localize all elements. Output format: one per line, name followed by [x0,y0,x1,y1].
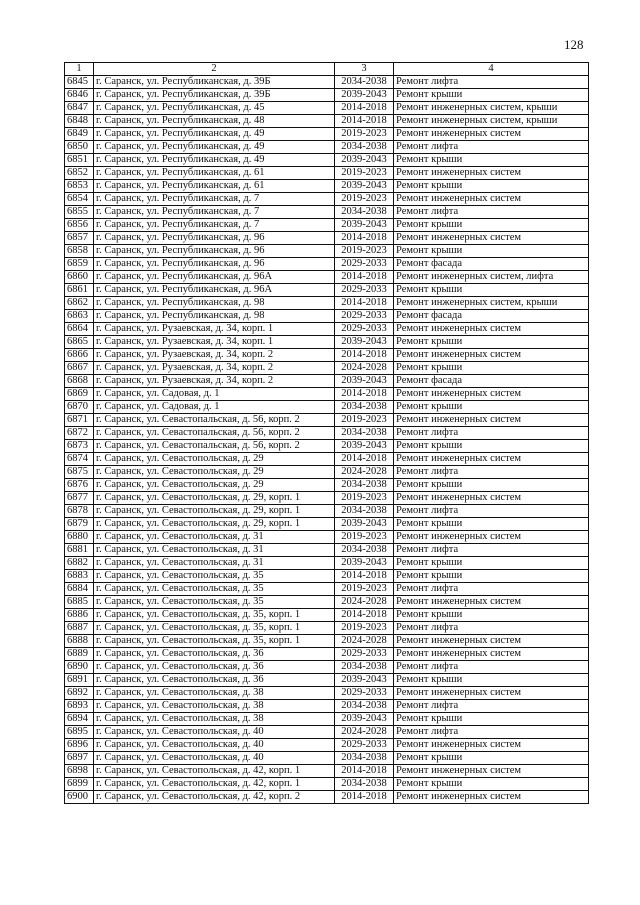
row-number: 6890 [65,661,94,674]
row-address: г. Саранск, ул. Республиканская, д. 96 [94,258,335,271]
row-number: 6880 [65,531,94,544]
row-number: 6870 [65,401,94,414]
row-number: 6876 [65,479,94,492]
row-address: г. Саранск, ул. Севастопольская, д. 36 [94,674,335,687]
row-work-type: Ремонт лифта [394,141,589,154]
row-address: г. Саранск, ул. Севастопольская, д. 40 [94,726,335,739]
row-years: 2034-2038 [335,479,394,492]
row-work-type: Ремонт крыши [394,89,589,102]
row-work-type: Ремонт лифта [394,700,589,713]
table-row [65,180,589,193]
row-number: 6875 [65,466,94,479]
table-row [65,323,589,336]
row-work-type: Ремонт крыши [394,713,589,726]
schedule-table [64,62,589,804]
row-address: г. Саранск, ул. Рузаевская, д. 34, корп. 2 [94,349,335,362]
table-row [65,726,589,739]
row-years: 2014-2018 [335,102,394,115]
row-work-type: Ремонт инженерных систем [394,453,589,466]
table-row [65,167,589,180]
table-row [65,453,589,466]
row-address: г. Саранск, ул. Республиканская, д. 45 [94,102,335,115]
row-address: г. Саранск, ул. Республиканская, д. 98 [94,297,335,310]
row-years: 2029-2033 [335,739,394,752]
row-number: 6846 [65,89,94,102]
table-row [65,440,589,453]
row-work-type: Ремонт инженерных систем, крыши [394,297,589,310]
table-row [65,128,589,141]
header-row [65,63,589,76]
row-years: 2039-2043 [335,154,394,167]
row-number: 6854 [65,193,94,206]
table-row [65,362,589,375]
row-address: г. Саранск, ул. Севастопальская, д. 56, корп. 2 [94,427,335,440]
row-address: г. Саранск, ул. Севастопольская, д. 35, корп. 1 [94,609,335,622]
row-number: 6860 [65,271,94,284]
table-row [65,648,589,661]
row-address: г. Саранск, ул. Севастопольская, д. 36 [94,661,335,674]
row-years: 2039-2043 [335,557,394,570]
table-row [65,401,589,414]
row-address: г. Саранск, ул. Севастопольская, д. 38 [94,687,335,700]
row-address: г. Саранск, ул. Севастопольская, д. 40 [94,739,335,752]
row-number: 6853 [65,180,94,193]
row-years: 2024-2028 [335,726,394,739]
row-years: 2034-2038 [335,505,394,518]
row-number: 6879 [65,518,94,531]
row-work-type: Ремонт инженерных систем [394,531,589,544]
row-address: г. Саранск, ул. Севастопольская, д. 35 [94,570,335,583]
row-work-type: Ремонт крыши [394,778,589,791]
row-address: г. Саранск, ул. Садовая, д. 1 [94,388,335,401]
table-row [65,518,589,531]
row-work-type: Ремонт лифта [394,427,589,440]
row-address: г. Саранск, ул. Севастопольская, д. 40 [94,752,335,765]
table-row [65,89,589,102]
row-work-type: Ремонт инженерных систем [394,232,589,245]
row-address: г. Саранск, ул. Севастопольская, д. 35, корп. 1 [94,622,335,635]
row-number: 6894 [65,713,94,726]
row-number: 6849 [65,128,94,141]
row-work-type: Ремонт инженерных систем [394,193,589,206]
row-work-type: Ремонт инженерных систем [394,492,589,505]
row-address: г. Саранск, ул. Республиканская, д. 7 [94,206,335,219]
row-work-type: Ремонт крыши [394,752,589,765]
row-number: 6884 [65,583,94,596]
row-work-type: Ремонт инженерных систем, крыши [394,102,589,115]
table-row [65,310,589,323]
row-address: г. Саранск, ул. Республиканская, д. 7 [94,219,335,232]
row-years: 2039-2043 [335,674,394,687]
row-number: 6886 [65,609,94,622]
row-years: 2019-2023 [335,167,394,180]
row-address: г. Саранск, ул. Севастопольская, д. 31 [94,544,335,557]
row-number: 6867 [65,362,94,375]
row-years: 2019-2023 [335,128,394,141]
row-work-type: Ремонт лифта [394,466,589,479]
row-years: 2014-2018 [335,765,394,778]
row-work-type: Ремонт крыши [394,674,589,687]
row-number: 6865 [65,336,94,349]
table-row [65,700,589,713]
table-row [65,778,589,791]
table-row [65,635,589,648]
table-row [65,531,589,544]
row-address: г. Саранск, ул. Республиканская, д. 96 [94,245,335,258]
table-row [65,141,589,154]
row-number: 6891 [65,674,94,687]
row-number: 6868 [65,375,94,388]
row-years: 2014-2018 [335,297,394,310]
table-row [65,544,589,557]
row-address: г. Саранск, ул. Республиканская, д. 49 [94,141,335,154]
row-work-type: Ремонт инженерных систем, крыши [394,115,589,128]
row-number: 6859 [65,258,94,271]
row-address: г. Саранск, ул. Севастопольская, д. 42, корп. 1 [94,778,335,791]
row-address: г. Саранск, ул. Рузаевская, д. 34, корп. 1 [94,336,335,349]
row-work-type: Ремонт инженерных систем [394,167,589,180]
table-row [65,791,589,804]
row-number: 6877 [65,492,94,505]
row-years: 2014-2018 [335,453,394,466]
row-years: 2039-2043 [335,180,394,193]
table-body [65,76,589,804]
row-work-type: Ремонт крыши [394,570,589,583]
row-number: 6885 [65,596,94,609]
row-years: 2019-2023 [335,622,394,635]
row-years: 2034-2038 [335,76,394,89]
row-work-type: Ремонт крыши [394,518,589,531]
table-row [65,492,589,505]
row-address: г. Саранск, ул. Севастопольская, д. 29 [94,453,335,466]
row-years: 2029-2033 [335,687,394,700]
row-years: 2029-2033 [335,323,394,336]
table-row [65,765,589,778]
table-row [65,388,589,401]
row-address: г. Саранск, ул. Республиканская, д. 96 [94,232,335,245]
row-number: 6887 [65,622,94,635]
table-row [65,271,589,284]
row-years: 2019-2023 [335,583,394,596]
row-number: 6897 [65,752,94,765]
row-work-type: Ремонт лифта [394,76,589,89]
row-work-type: Ремонт крыши [394,401,589,414]
row-address: г. Саранск, ул. Республиканская, д. 96А [94,271,335,284]
table-row [65,570,589,583]
row-work-type: Ремонт инженерных систем [394,791,589,804]
table-row [65,739,589,752]
row-years: 2029-2033 [335,310,394,323]
row-number: 6893 [65,700,94,713]
row-years: 2014-2018 [335,115,394,128]
row-address: г. Саранск, ул. Севастопольская, д. 35 [94,583,335,596]
row-work-type: Ремонт инженерных систем [394,388,589,401]
row-number: 6888 [65,635,94,648]
table-row [65,505,589,518]
table-row [65,154,589,167]
row-number: 6845 [65,76,94,89]
row-number: 6862 [65,297,94,310]
row-number: 6855 [65,206,94,219]
table-row [65,713,589,726]
row-years: 2039-2043 [335,336,394,349]
row-address: г. Саранск, ул. Севастопольская, д. 31 [94,557,335,570]
row-work-type: Ремонт крыши [394,219,589,232]
row-address: г. Саранск, ул. Севастопальская, д. 56, корп. 2 [94,414,335,427]
table-row [65,349,589,362]
row-work-type: Ремонт лифта [394,505,589,518]
row-work-type: Ремонт крыши [394,362,589,375]
row-address: г. Саранск, ул. Севастопольская, д. 42, корп. 1 [94,765,335,778]
table-row [65,76,589,89]
table-row [65,583,589,596]
row-address: г. Саранск, ул. Севастопольская, д. 29, корп. 1 [94,492,335,505]
row-address: г. Саранск, ул. Республиканская, д. 7 [94,193,335,206]
row-work-type: Ремонт инженерных систем, лифта [394,271,589,284]
column-header-4: 4 [394,63,589,76]
row-number: 6851 [65,154,94,167]
table-row [65,245,589,258]
row-work-type: Ремонт крыши [394,440,589,453]
row-number: 6847 [65,102,94,115]
row-number: 6861 [65,284,94,297]
row-years: 2014-2018 [335,232,394,245]
row-years: 2039-2043 [335,440,394,453]
row-work-type: Ремонт инженерных систем [394,349,589,362]
table-row [65,258,589,271]
row-address: г. Саранск, ул. Севастопольская, д. 35, корп. 1 [94,635,335,648]
row-address: г. Саранск, ул. Севастопольская, д. 35 [94,596,335,609]
row-years: 2034-2038 [335,427,394,440]
row-years: 2014-2018 [335,609,394,622]
table-row [65,674,589,687]
row-number: 6866 [65,349,94,362]
row-years: 2014-2018 [335,791,394,804]
row-number: 6898 [65,765,94,778]
row-work-type: Ремонт фасада [394,375,589,388]
row-years: 2039-2043 [335,375,394,388]
table-row [65,297,589,310]
row-years: 2014-2018 [335,570,394,583]
row-years: 2034-2038 [335,401,394,414]
row-years: 2034-2038 [335,700,394,713]
row-work-type: Ремонт крыши [394,154,589,167]
row-address: г. Саранск, ул. Республиканская, д. 96А [94,284,335,297]
row-number: 6874 [65,453,94,466]
row-years: 2024-2028 [335,362,394,375]
row-address: г. Саранск, ул. Севастопальская, д. 56, корп. 2 [94,440,335,453]
row-address: г. Саранск, ул. Севастопольская, д. 38 [94,700,335,713]
row-years: 2019-2023 [335,414,394,427]
row-work-type: Ремонт инженерных систем [394,648,589,661]
row-years: 2039-2043 [335,713,394,726]
row-work-type: Ремонт лифта [394,661,589,674]
row-number: 6872 [65,427,94,440]
row-years: 2024-2028 [335,596,394,609]
row-work-type: Ремонт инженерных систем [394,414,589,427]
row-number: 6900 [65,791,94,804]
row-years: 2029-2033 [335,648,394,661]
row-work-type: Ремонт инженерных систем [394,765,589,778]
row-address: г. Саранск, ул. Севастопольская, д. 31 [94,531,335,544]
row-address: г. Саранск, ул. Республиканская, д. 61 [94,167,335,180]
row-work-type: Ремонт инженерных систем [394,687,589,700]
column-header-3: 3 [335,63,394,76]
row-work-type: Ремонт лифта [394,622,589,635]
table-row [65,414,589,427]
column-header-2: 2 [94,63,335,76]
row-address: г. Саранск, ул. Республиканская, д. 49 [94,154,335,167]
table-row [65,232,589,245]
row-address: г. Саранск, ул. Республиканская, д. 61 [94,180,335,193]
row-years: 2024-2028 [335,466,394,479]
row-address: г. Саранск, ул. Севастопольская, д. 36 [94,648,335,661]
row-work-type: Ремонт фасада [394,310,589,323]
row-work-type: Ремонт лифта [394,726,589,739]
row-work-type: Ремонт крыши [394,180,589,193]
row-work-type: Ремонт крыши [394,609,589,622]
row-number: 6856 [65,219,94,232]
table-row [65,219,589,232]
row-address: г. Саранск, ул. Рузаевская, д. 34, корп. 1 [94,323,335,336]
row-work-type: Ремонт инженерных систем [394,635,589,648]
column-header-1: 1 [65,63,94,76]
row-work-type: Ремонт крыши [394,284,589,297]
row-number: 6896 [65,739,94,752]
row-address: г. Саранск, ул. Республиканская, д. 49 [94,128,335,141]
row-years: 2029-2033 [335,284,394,297]
row-number: 6882 [65,557,94,570]
row-address: г. Саранск, ул. Севастопольская, д. 42, корп. 2 [94,791,335,804]
row-number: 6858 [65,245,94,258]
row-years: 2019-2023 [335,193,394,206]
row-number: 6864 [65,323,94,336]
row-number: 6873 [65,440,94,453]
row-years: 2014-2018 [335,271,394,284]
row-address: г. Саранск, ул. Севастопольская, д. 29 [94,466,335,479]
row-number: 6878 [65,505,94,518]
row-number: 6883 [65,570,94,583]
table-row [65,466,589,479]
table-row [65,687,589,700]
row-years: 2039-2043 [335,219,394,232]
row-years: 2014-2018 [335,388,394,401]
table-row [65,206,589,219]
table-row [65,661,589,674]
row-work-type: Ремонт фасада [394,258,589,271]
table-row [65,596,589,609]
row-number: 6889 [65,648,94,661]
table-row [65,375,589,388]
row-years: 2029-2033 [335,258,394,271]
table-row [65,336,589,349]
table-row [65,609,589,622]
row-number: 6899 [65,778,94,791]
row-work-type: Ремонт крыши [394,557,589,570]
row-years: 2034-2038 [335,544,394,557]
row-years: 2034-2038 [335,141,394,154]
row-work-type: Ремонт лифта [394,544,589,557]
row-number: 6871 [65,414,94,427]
row-address: г. Саранск, ул. Севастопольская, д. 38 [94,713,335,726]
row-years: 2019-2023 [335,492,394,505]
row-work-type: Ремонт крыши [394,479,589,492]
page-number: 128 [564,37,584,52]
row-work-type: Ремонт инженерных систем [394,128,589,141]
row-address: г. Саранск, ул. Севастопольская, д. 29 [94,479,335,492]
row-number: 6848 [65,115,94,128]
row-work-type: Ремонт инженерных систем [394,323,589,336]
row-number: 6852 [65,167,94,180]
row-years: 2019-2023 [335,531,394,544]
row-work-type: Ремонт инженерных систем [394,739,589,752]
row-address: г. Саранск, ул. Республиканская, д. 39Б [94,76,335,89]
row-address: г. Саранск, ул. Республиканская, д. 39Б [94,89,335,102]
table-row [65,752,589,765]
table-row [65,115,589,128]
table-row [65,557,589,570]
table-row [65,427,589,440]
row-number: 6863 [65,310,94,323]
row-years: 2034-2038 [335,206,394,219]
row-years: 2034-2038 [335,661,394,674]
row-number: 6869 [65,388,94,401]
row-years: 2024-2028 [335,635,394,648]
row-years: 2039-2043 [335,518,394,531]
row-work-type: Ремонт лифта [394,206,589,219]
row-address: г. Саранск, ул. Севастопольская, д. 29, корп. 1 [94,505,335,518]
row-years: 2034-2038 [335,752,394,765]
table-row [65,622,589,635]
row-number: 6857 [65,232,94,245]
row-work-type: Ремонт инженерных систем [394,596,589,609]
table-row [65,479,589,492]
table-header [65,63,589,76]
row-years: 2014-2018 [335,349,394,362]
row-years: 2034-2038 [335,778,394,791]
row-number: 6850 [65,141,94,154]
row-work-type: Ремонт крыши [394,336,589,349]
table-row [65,284,589,297]
row-years: 2019-2023 [335,245,394,258]
row-address: г. Саранск, ул. Садовая, д. 1 [94,401,335,414]
row-years: 2039-2043 [335,89,394,102]
row-address: г. Саранск, ул. Севастопольская, д. 29, корп. 1 [94,518,335,531]
row-number: 6895 [65,726,94,739]
table-row [65,193,589,206]
table-row [65,102,589,115]
row-address: г. Саранск, ул. Рузаевская, д. 34, корп. 2 [94,375,335,388]
row-number: 6881 [65,544,94,557]
row-work-type: Ремонт лифта [394,583,589,596]
row-address: г. Саранск, ул. Рузаевская, д. 34, корп. 2 [94,362,335,375]
row-address: г. Саранск, ул. Республиканская, д. 48 [94,115,335,128]
row-work-type: Ремонт крыши [394,245,589,258]
row-address: г. Саранск, ул. Республиканская, д. 98 [94,310,335,323]
row-number: 6892 [65,687,94,700]
